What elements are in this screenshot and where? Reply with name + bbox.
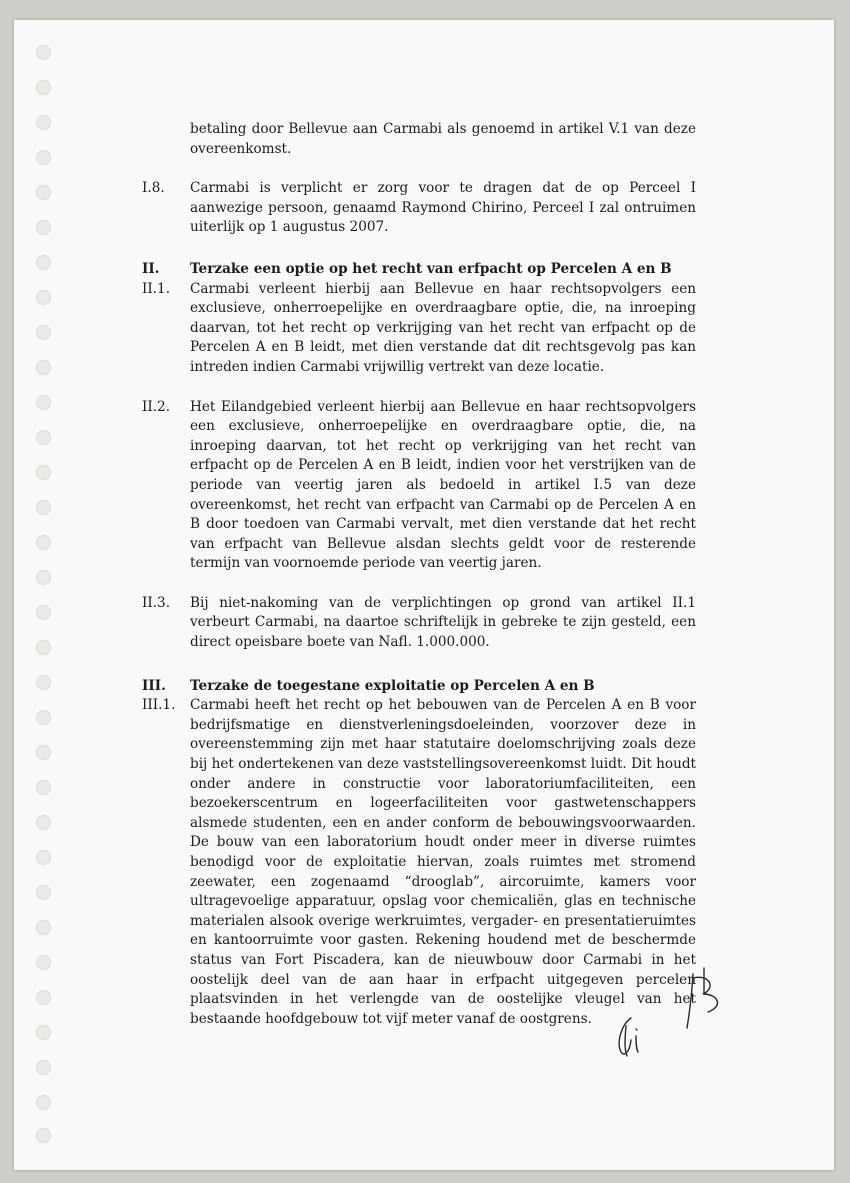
binder-hole: [36, 885, 51, 900]
clause-text: Het Eilandgebied verleent hierbij aan Bellevue en haar rechtsopvolgers een exclusieve, onherroepelijke en overdraagbare optie, die, na inroeping daarvan, tot het recht op verkrijging van het recht van erfpacht op de Percelen A en B leidt, indien voor het verstrijken van de periode van veertig jaren als bedoeld in artikel I.5 van deze overeenkomst, het recht van erfpacht van Carmabi op de Percelen A en B door toedoen van Carmabi vervalt, met dien verstande dat het recht van erfpacht van Bellevue alsdan slechts geldt voor de resterende termijn van voornoemde periode van veertig jaren.: [190, 398, 696, 572]
binder-hole: [36, 780, 51, 795]
binder-hole: [36, 815, 51, 830]
continuation-paragraph: [142, 120, 696, 159]
binder-hole: [36, 150, 51, 165]
clause-number: II.3.: [142, 594, 171, 611]
handwritten-initials-icon: [600, 960, 740, 1070]
binder-hole: [36, 605, 51, 620]
binder-hole: [36, 325, 51, 340]
binder-hole: [36, 45, 51, 60]
binder-hole: [36, 1095, 51, 1110]
binder-hole: [36, 465, 51, 480]
binder-hole: [36, 955, 51, 970]
clause-number: I.8.: [142, 180, 165, 197]
binder-hole: [36, 395, 51, 410]
binder-hole: [36, 535, 51, 550]
section-title: Terzake een optie op het recht van erfpacht op Percelen A en B: [190, 260, 672, 277]
binder-hole: [36, 185, 51, 200]
clause-number: III.1.: [142, 697, 176, 714]
section-number: III.: [142, 677, 166, 694]
binder-hole: [36, 570, 51, 585]
clause-text: Bij niet-nakoming van de verplichtingen op grond van artikel II.1 verbeurt Carmabi, na daartoe schriftelijk in gebreke te zijn gesteld, een direct opeisbare boete van Nafl. 1.000.000.: [190, 594, 696, 651]
binder-hole: [36, 850, 51, 865]
clause-ii2: [142, 398, 696, 574]
section-iii-heading: [142, 677, 696, 697]
binder-hole: [36, 115, 51, 130]
binder-hole: [36, 1060, 51, 1075]
section-title: Terzake de toegestane exploitatie op Percelen A en B: [190, 677, 595, 694]
binder-hole: [36, 640, 51, 655]
document-body: [142, 120, 696, 1029]
clause-number: II.2.: [142, 398, 171, 415]
section-ii-heading: [142, 260, 696, 280]
binder-hole: [36, 500, 51, 515]
binder-hole: [36, 360, 51, 375]
binder-hole: [36, 1128, 51, 1143]
continuation-text: betaling door Bellevue aan Carmabi als genoemd in artikel V.1 van deze overeenkomst.: [190, 121, 696, 157]
binder-hole: [36, 710, 51, 725]
clause-text: Carmabi is verplicht er zorg voor te dragen dat de op Perceel I aanwezige persoon, genaamd Raymond Chirino, Perceel I zal ontruimen uiterlijk op 1 augustus 2007.: [190, 180, 696, 236]
clause-text: Carmabi heeft het recht op het bebouwen van de Percelen A en B voor bedrijfsmatige en dienstverleningsdoeleinden, voorzover deze in overeenstemming zijn met haar statutaire doelomschrijving zoals deze bij het ondertekenen van deze vaststellingsovereenkomst luidt. Dit houdt onder andere in constructie voor laboratoriumfaciliteiten, een bezoekerscentrum en logeerfaciliteiten voor gastwetenschappers alsmede studenten, een en ander conform de bebouwingsvoorwaarden. De bouw van een laboratorium houdt onder meer in diverse ruimtes benodigd voor de exploitatie hiervan, zoals ruimtes met stromend zeewater, een zogenaamd “drooglab”, aircoruimte, kamers voor ultragevoelige apparatuur, opslag voor chemicaliën, glas en technische materialen alsook overige werkruimtes, vergader- en presentatieruimtes en kantoorruimte voor gasten. Rekening houdend met de beschermde status van Fort Piscadera, kan de nieuwbouw door Carmabi in het oostelijk deel van de aan haar in erfpacht uitgegeven percelen plaatsvinden in het verlengde van de oostelijke vleugel van het bestaande hoofdgebouw tot vijf meter vanaf de oostgrens.: [190, 697, 696, 1027]
binder-hole: [36, 745, 51, 760]
section-number: II.: [142, 260, 160, 277]
clause-ii3: [142, 594, 696, 653]
binder-hole: [36, 990, 51, 1005]
clause-text: Carmabi verleent hierbij aan Bellevue en haar rechtsopvolgers een exclusieve, onherroepelijke en overdraagbare optie, die, na inroeping daarvan, tot het recht op verkrijging van het recht van erfpacht op de Percelen A en B leidt, met dien verstande dat dit rechtsgevolg pas kan intreden indien Carmabi vrijwillig vertrekt van deze locatie.: [190, 280, 696, 375]
clause-i8: [142, 179, 696, 238]
binder-hole: [36, 290, 51, 305]
binder-hole: [36, 920, 51, 935]
binder-hole: [36, 675, 51, 690]
binder-hole: [36, 80, 51, 95]
binder-hole: [36, 1025, 51, 1040]
clause-ii1: [142, 280, 696, 378]
binder-hole: [36, 220, 51, 235]
binder-hole: [36, 255, 51, 270]
clause-number: II.1.: [142, 280, 171, 297]
binder-hole: [36, 430, 51, 445]
